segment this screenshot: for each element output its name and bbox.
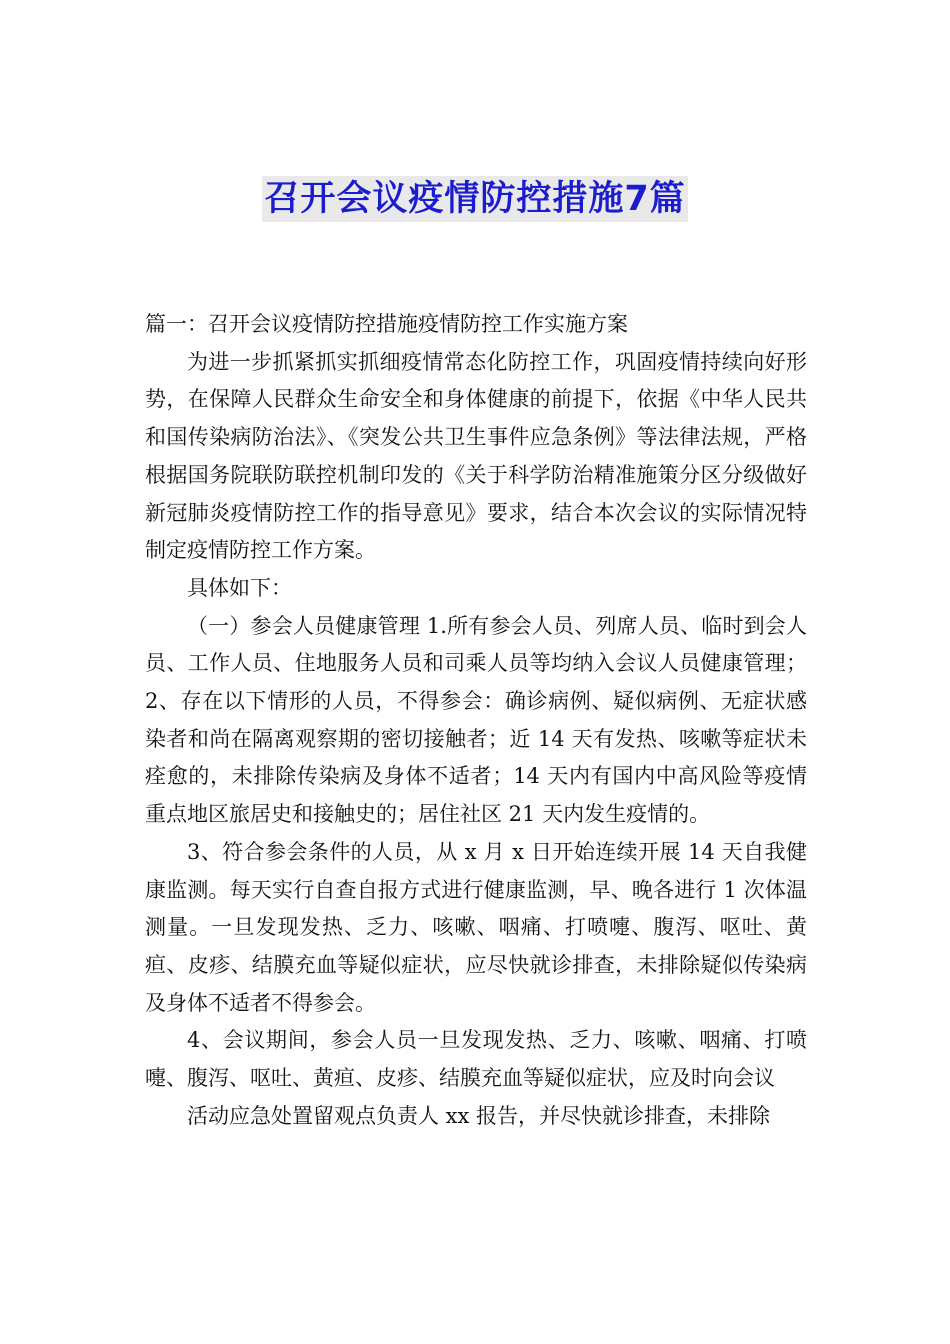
document-body xyxy=(145,306,807,1135)
title-container xyxy=(0,176,950,222)
paragraph-item-4: 4、会议期间，参会人员一旦发现发热、乏力、咳嗽、咽痛、打喷嚏、腹泻、呕吐、黄疸、皮疹、结膜充血等疑似症状，应及时向会议 xyxy=(145,1028,807,1091)
section-heading: 篇一：召开会议疫情防控措施疫情防控工作实施方案 xyxy=(145,312,628,336)
paragraph-details-lead: 具体如下： xyxy=(187,575,292,600)
paragraph-item-3: 3、符合参会条件的人员，从 x 月 x 日开始连续开展 14 天自我健康监测。每天实行自查自报方式进行健康监测，早、晚各进行 1 次体温测量。一旦发现发热、乏力、咳嗽、咽痛、打喷嚏、腹泻、呕吐、黄疸、皮疹、结膜充血等疑似症状，应尽快就诊排查，未排除疑似传染病及身体不适者不得参会。 xyxy=(145,839,807,1015)
paragraph-health-management: （一）参会人员健康管理 1.所有参会人员、列席人员、临时到会人员、工作人员、住地服务人员和司乘人员等均纳入会议人员健康管理； 2、存在以下情形的人员，不得参会：确诊病例、疑似病例、无症状感染者和尚在隔离观察期的密切接触者；近 14 天有发热、咳嗽等症状未痊愈的，未排除传染病及身体不适者；14 天内有国内中高风险等疫情重点地区旅居史和接触史的；居住社区 21 天内发生疫情的。 xyxy=(145,613,807,827)
paragraph-intro: 为进一步抓紧抓实抓细疫情常态化防控工作，巩固疫情持续向好形势，在保障人民群众生命安全和身体健康的前提下，依据《中华人民共和国传染病防治法》、《突发公共卫生事件应急条例》等法律法规，严格根据国务院联防联控机制印发的《关于科学防治精准施策分区分级做好新冠肺炎疫情防控工作的指导意见》要求，结合本次会议的实际情况特制定疫情防控工作方案。 xyxy=(145,349,807,563)
paragraph-continuation: 活动应急处置留观点负责人 xx 报告，并尽快就诊排查，未排除 xyxy=(187,1103,771,1128)
document-title: 召开会议疫情防控措施7篇 xyxy=(262,176,687,222)
